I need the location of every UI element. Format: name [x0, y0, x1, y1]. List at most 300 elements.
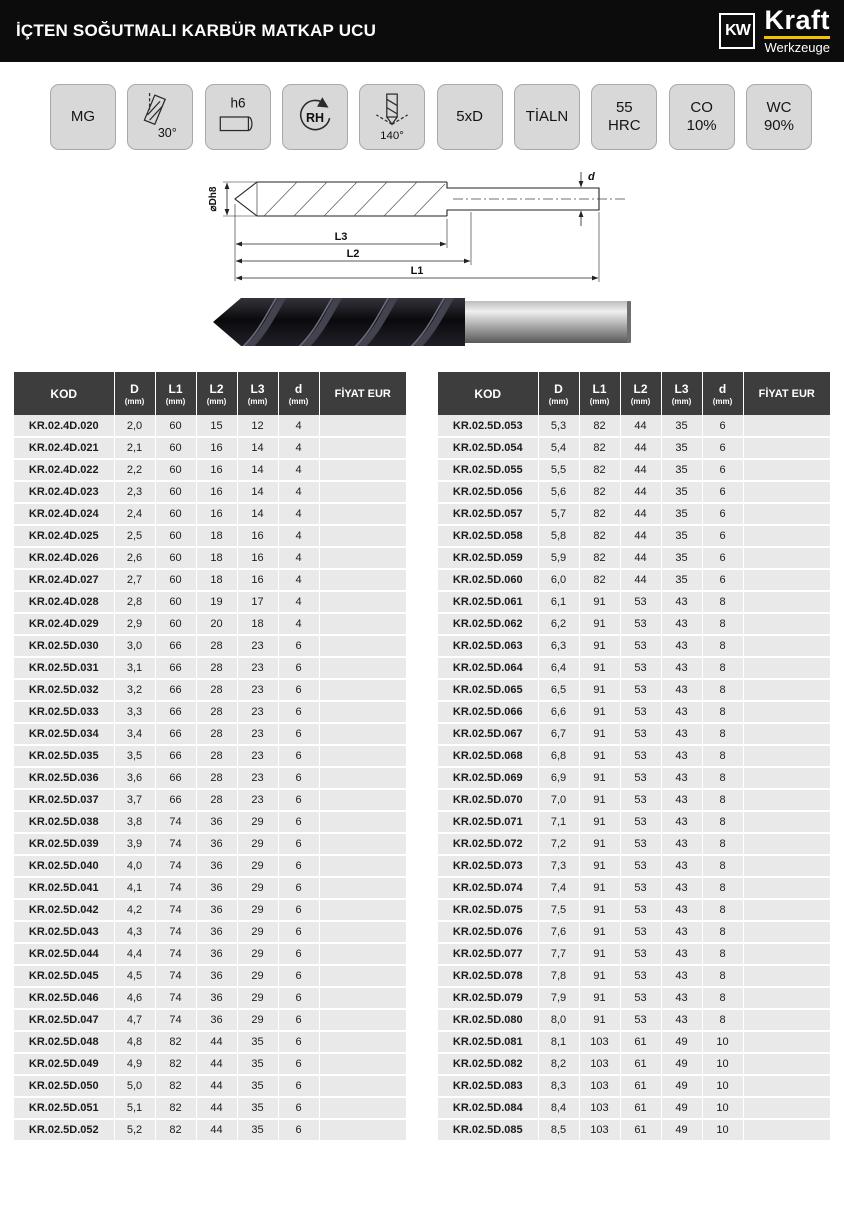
product-row [14, 723, 406, 745]
cell-L1: 66 [155, 701, 196, 723]
cell-d: 8 [702, 767, 743, 789]
cell-price [743, 459, 830, 481]
product-code-cell: KR.02.5D.066 [438, 701, 538, 723]
product-code-cell: KR.02.5D.035 [14, 745, 114, 767]
cell-price [743, 547, 830, 569]
cell-L3: 35 [237, 1097, 278, 1119]
cell-D: 5,4 [538, 437, 579, 459]
product-row [438, 855, 830, 877]
cell-L2: 53 [620, 965, 661, 987]
cell-L2: 44 [196, 1097, 237, 1119]
product-row [14, 1009, 406, 1031]
cell-D: 6,0 [538, 569, 579, 591]
cell-D: 7,1 [538, 811, 579, 833]
cell-d: 8 [702, 811, 743, 833]
badge-cobalt-content [669, 84, 735, 150]
cell-D: 6,4 [538, 657, 579, 679]
cell-price [743, 965, 830, 987]
cell-L2: 53 [620, 767, 661, 789]
product-code-cell: KR.02.5D.038 [14, 811, 114, 833]
product-code-cell: KR.02.5D.083 [438, 1075, 538, 1097]
badge-hardness [591, 84, 657, 150]
cell-L2: 61 [620, 1031, 661, 1053]
cell-price [743, 943, 830, 965]
cell-L3: 29 [237, 987, 278, 1009]
cell-D: 3,6 [114, 767, 155, 789]
product-row [14, 1053, 406, 1075]
product-code-cell: KR.02.5D.036 [14, 767, 114, 789]
cell-L3: 43 [661, 657, 702, 679]
product-row [14, 921, 406, 943]
cell-L1: 82 [579, 525, 620, 547]
product-row [438, 613, 830, 635]
cell-L1: 91 [579, 877, 620, 899]
product-row [438, 921, 830, 943]
product-row [14, 1097, 406, 1119]
cell-d: 6 [278, 701, 319, 723]
cell-L2: 28 [196, 679, 237, 701]
badge-carbide-content [746, 84, 812, 150]
cell-D: 2,6 [114, 547, 155, 569]
cell-price [319, 965, 406, 987]
cell-D: 3,2 [114, 679, 155, 701]
cell-L1: 91 [579, 767, 620, 789]
cell-L3: 35 [237, 1075, 278, 1097]
cell-D: 2,7 [114, 569, 155, 591]
cell-price [743, 613, 830, 635]
cell-D: 8,3 [538, 1075, 579, 1097]
cell-L3: 14 [237, 437, 278, 459]
point-angle-icon [367, 92, 417, 142]
cell-D: 3,8 [114, 811, 155, 833]
product-code-cell: KR.02.5D.085 [438, 1119, 538, 1141]
product-row [438, 635, 830, 657]
cell-L3: 43 [661, 855, 702, 877]
cell-price [743, 1031, 830, 1053]
cell-d: 4 [278, 591, 319, 613]
helix-angle-icon [135, 92, 185, 142]
product-code-cell: KR.02.4D.021 [14, 437, 114, 459]
cell-price [743, 481, 830, 503]
cell-D: 3,5 [114, 745, 155, 767]
product-row [438, 943, 830, 965]
cell-L3: 43 [661, 767, 702, 789]
cell-L3: 35 [661, 437, 702, 459]
cell-L1: 60 [155, 591, 196, 613]
badge-label: 140° [380, 129, 405, 142]
table-header-row [14, 372, 406, 415]
product-code-cell: KR.02.5D.057 [438, 503, 538, 525]
price-tables [0, 372, 844, 1142]
product-code-cell: KR.02.4D.022 [14, 459, 114, 481]
cell-price [319, 481, 406, 503]
cell-D: 7,9 [538, 987, 579, 1009]
cell-D: 4,2 [114, 899, 155, 921]
cell-L3: 43 [661, 877, 702, 899]
product-row [14, 635, 406, 657]
cell-L1: 74 [155, 899, 196, 921]
cell-price [319, 503, 406, 525]
cell-L2: 44 [196, 1119, 237, 1141]
cell-d: 6 [278, 811, 319, 833]
product-row [14, 789, 406, 811]
cell-L3: 43 [661, 723, 702, 745]
product-row [438, 591, 830, 613]
cell-L2: 53 [620, 613, 661, 635]
kw-letters: KW [725, 22, 750, 39]
cell-L2: 28 [196, 635, 237, 657]
cell-D: 7,5 [538, 899, 579, 921]
spec-badges [0, 84, 844, 150]
cell-L3: 23 [237, 657, 278, 679]
product-code-cell: KR.02.5D.080 [438, 1009, 538, 1031]
product-row [438, 415, 830, 437]
product-code-cell: KR.02.5D.058 [438, 525, 538, 547]
product-code-cell: KR.02.5D.043 [14, 921, 114, 943]
product-row [14, 943, 406, 965]
cell-L1: 60 [155, 569, 196, 591]
cell-price [743, 1053, 830, 1075]
product-code-cell: KR.02.5D.072 [438, 833, 538, 855]
cell-L3: 43 [661, 965, 702, 987]
cell-price [743, 723, 830, 745]
cell-L2: 28 [196, 723, 237, 745]
cell-L2: 16 [196, 459, 237, 481]
cell-L1: 91 [579, 899, 620, 921]
cell-d: 4 [278, 459, 319, 481]
cell-L2: 36 [196, 943, 237, 965]
cell-d: 4 [278, 415, 319, 437]
cell-L3: 16 [237, 569, 278, 591]
cell-L1: 82 [579, 503, 620, 525]
cell-d: 8 [702, 701, 743, 723]
cell-price [743, 679, 830, 701]
product-code-cell: KR.02.5D.044 [14, 943, 114, 965]
cell-d: 8 [702, 789, 743, 811]
cell-L3: 17 [237, 591, 278, 613]
cell-d: 6 [278, 899, 319, 921]
cell-L2: 28 [196, 701, 237, 723]
cell-L1: 91 [579, 745, 620, 767]
cell-L1: 91 [579, 811, 620, 833]
cell-price [319, 437, 406, 459]
product-code-cell: KR.02.5D.069 [438, 767, 538, 789]
product-code-cell: KR.02.5D.032 [14, 679, 114, 701]
dim-label-d: d [588, 171, 595, 183]
cell-d: 6 [702, 437, 743, 459]
cell-d: 8 [702, 943, 743, 965]
cell-d: 6 [278, 745, 319, 767]
cell-D: 4,3 [114, 921, 155, 943]
cell-L3: 18 [237, 613, 278, 635]
cell-L3: 35 [661, 415, 702, 437]
product-row [14, 833, 406, 855]
cell-D: 6,7 [538, 723, 579, 745]
product-row [438, 1053, 830, 1075]
cell-d: 6 [702, 481, 743, 503]
cell-price [743, 657, 830, 679]
cell-D: 7,8 [538, 965, 579, 987]
product-row [438, 965, 830, 987]
cell-L1: 66 [155, 767, 196, 789]
cell-L3: 43 [661, 591, 702, 613]
cell-L2: 18 [196, 547, 237, 569]
cell-L3: 29 [237, 855, 278, 877]
cell-L2: 44 [196, 1031, 237, 1053]
cell-price [743, 635, 830, 657]
cell-L2: 53 [620, 1009, 661, 1031]
cell-L2: 44 [196, 1075, 237, 1097]
cell-price [743, 921, 830, 943]
product-row [14, 1031, 406, 1053]
product-row [14, 437, 406, 459]
cell-price [743, 987, 830, 1009]
cell-L2: 28 [196, 789, 237, 811]
product-code-cell: KR.02.5D.037 [14, 789, 114, 811]
cell-L2: 44 [196, 1053, 237, 1075]
column-header-kod: KOD [438, 372, 538, 415]
cell-L3: 23 [237, 745, 278, 767]
cell-L3: 35 [661, 503, 702, 525]
cell-L2: 28 [196, 767, 237, 789]
cell-L3: 49 [661, 1119, 702, 1141]
cell-L3: 35 [237, 1031, 278, 1053]
cell-L3: 43 [661, 701, 702, 723]
cell-price [319, 569, 406, 591]
cell-L1: 66 [155, 679, 196, 701]
cell-L2: 61 [620, 1053, 661, 1075]
cell-L2: 19 [196, 591, 237, 613]
cell-L1: 60 [155, 415, 196, 437]
cell-D: 6,5 [538, 679, 579, 701]
cell-d: 4 [278, 613, 319, 635]
product-row [14, 679, 406, 701]
cell-price [743, 767, 830, 789]
cell-L1: 74 [155, 921, 196, 943]
product-code-cell: KR.02.5D.074 [438, 877, 538, 899]
brand-logo [719, 7, 830, 55]
cell-d: 8 [702, 745, 743, 767]
cell-L2: 36 [196, 833, 237, 855]
cell-d: 6 [278, 1009, 319, 1031]
cell-D: 2,0 [114, 415, 155, 437]
cell-d: 6 [278, 635, 319, 657]
cell-price [319, 679, 406, 701]
column-header-L2: L2 (mm) [620, 372, 661, 415]
cell-d: 10 [702, 1097, 743, 1119]
cell-price [743, 877, 830, 899]
column-header-L3: L3 (mm) [237, 372, 278, 415]
cell-L3: 29 [237, 1009, 278, 1031]
cell-L1: 60 [155, 613, 196, 635]
badge-label: CO [690, 99, 713, 116]
cell-L3: 35 [661, 459, 702, 481]
cell-L2: 53 [620, 943, 661, 965]
cell-L2: 53 [620, 591, 661, 613]
cell-d: 6 [278, 833, 319, 855]
product-row [438, 525, 830, 547]
cell-L2: 28 [196, 745, 237, 767]
cell-D: 6,2 [538, 613, 579, 635]
cell-L2: 44 [620, 525, 661, 547]
cell-L3: 14 [237, 459, 278, 481]
cell-price [743, 569, 830, 591]
cell-L3: 35 [661, 569, 702, 591]
product-code-cell: KR.02.5D.034 [14, 723, 114, 745]
product-row [438, 1075, 830, 1097]
cell-D: 2,1 [114, 437, 155, 459]
cell-L2: 36 [196, 899, 237, 921]
cell-D: 3,4 [114, 723, 155, 745]
product-row [14, 481, 406, 503]
product-row [438, 481, 830, 503]
brand-name: Kraft [764, 5, 830, 35]
cell-price [319, 1097, 406, 1119]
product-code-cell: KR.02.5D.053 [438, 415, 538, 437]
product-row [14, 965, 406, 987]
cell-L3: 43 [661, 745, 702, 767]
cell-L2: 61 [620, 1119, 661, 1141]
product-code-cell: KR.02.5D.065 [438, 679, 538, 701]
cell-L1: 82 [579, 437, 620, 459]
cell-price [319, 723, 406, 745]
column-header-price: FİYAT EUR [743, 372, 830, 415]
product-code-cell: KR.02.5D.078 [438, 965, 538, 987]
cell-d: 10 [702, 1075, 743, 1097]
product-code-cell: KR.02.4D.025 [14, 525, 114, 547]
product-row [14, 569, 406, 591]
cell-price [319, 591, 406, 613]
cell-L1: 82 [579, 415, 620, 437]
cell-D: 2,9 [114, 613, 155, 635]
product-code-cell: KR.02.5D.059 [438, 547, 538, 569]
cell-d: 6 [702, 525, 743, 547]
product-code-cell: KR.02.5D.046 [14, 987, 114, 1009]
product-code-cell: KR.02.5D.051 [14, 1097, 114, 1119]
cell-L1: 82 [155, 1075, 196, 1097]
cell-D: 5,3 [538, 415, 579, 437]
cell-L2: 61 [620, 1075, 661, 1097]
cell-L2: 53 [620, 701, 661, 723]
cell-L2: 44 [620, 415, 661, 437]
column-header-d: d (mm) [702, 372, 743, 415]
header-bar [0, 0, 844, 62]
product-code-cell: KR.02.5D.031 [14, 657, 114, 679]
cell-price [319, 943, 406, 965]
cell-L2: 20 [196, 613, 237, 635]
product-row [438, 547, 830, 569]
cell-L1: 60 [155, 481, 196, 503]
cell-L3: 23 [237, 723, 278, 745]
cell-D: 2,4 [114, 503, 155, 525]
cell-price [319, 613, 406, 635]
cell-L3: 43 [661, 899, 702, 921]
cell-price [743, 1119, 830, 1141]
cell-D: 3,1 [114, 657, 155, 679]
cell-L2: 36 [196, 855, 237, 877]
product-row [438, 1031, 830, 1053]
cell-D: 8,1 [538, 1031, 579, 1053]
product-code-cell: KR.02.5D.079 [438, 987, 538, 1009]
product-code-cell: KR.02.5D.050 [14, 1075, 114, 1097]
cell-price [743, 701, 830, 723]
product-row [14, 613, 406, 635]
cell-L2: 53 [620, 723, 661, 745]
product-code-cell: KR.02.4D.023 [14, 481, 114, 503]
column-header-d: d (mm) [278, 372, 319, 415]
brand-underline [764, 36, 830, 39]
cell-d: 6 [278, 1119, 319, 1141]
product-code-cell: KR.02.5D.042 [14, 899, 114, 921]
cell-d: 8 [702, 987, 743, 1009]
cell-d: 8 [702, 877, 743, 899]
cell-L1: 91 [579, 943, 620, 965]
cell-L3: 23 [237, 679, 278, 701]
cell-price [743, 503, 830, 525]
product-row [14, 547, 406, 569]
product-code-cell: KR.02.5D.060 [438, 569, 538, 591]
badge-material-group [50, 84, 116, 150]
product-code-cell: KR.02.5D.073 [438, 855, 538, 877]
cell-L1: 66 [155, 745, 196, 767]
cell-D: 4,8 [114, 1031, 155, 1053]
cell-L1: 103 [579, 1031, 620, 1053]
rotation-rh-icon [290, 92, 340, 142]
cell-L3: 16 [237, 525, 278, 547]
cell-L2: 36 [196, 965, 237, 987]
cell-L1: 74 [155, 855, 196, 877]
cell-d: 10 [702, 1031, 743, 1053]
column-header-kod: KOD [14, 372, 114, 415]
cell-price [319, 1075, 406, 1097]
cell-L2: 28 [196, 657, 237, 679]
product-row [438, 1119, 830, 1141]
cell-L3: 29 [237, 921, 278, 943]
cell-price [319, 789, 406, 811]
cell-D: 4,7 [114, 1009, 155, 1031]
cell-L3: 23 [237, 767, 278, 789]
cell-d: 6 [278, 1097, 319, 1119]
cell-price [743, 855, 830, 877]
cell-D: 5,0 [114, 1075, 155, 1097]
cell-L1: 74 [155, 943, 196, 965]
column-header-price: FİYAT EUR [319, 372, 406, 415]
cell-L1: 74 [155, 811, 196, 833]
cell-D: 2,8 [114, 591, 155, 613]
cell-L1: 91 [579, 789, 620, 811]
cell-price [743, 415, 830, 437]
product-row [438, 1097, 830, 1119]
product-code-cell: KR.02.5D.084 [438, 1097, 538, 1119]
product-code-cell: KR.02.5D.064 [438, 657, 538, 679]
cell-L3: 35 [661, 481, 702, 503]
column-header-L2: L2 (mm) [196, 372, 237, 415]
product-code-cell: KR.02.5D.052 [14, 1119, 114, 1141]
cell-d: 10 [702, 1119, 743, 1141]
product-code-cell: KR.02.4D.026 [14, 547, 114, 569]
product-code-cell: KR.02.5D.068 [438, 745, 538, 767]
cell-L2: 53 [620, 745, 661, 767]
product-code-cell: KR.02.5D.063 [438, 635, 538, 657]
cell-D: 5,1 [114, 1097, 155, 1119]
cell-D: 8,2 [538, 1053, 579, 1075]
cell-D: 6,9 [538, 767, 579, 789]
product-row [438, 987, 830, 1009]
cell-L1: 82 [579, 569, 620, 591]
product-row [14, 591, 406, 613]
badge-label: TİALN [525, 108, 569, 125]
cell-D: 5,9 [538, 547, 579, 569]
